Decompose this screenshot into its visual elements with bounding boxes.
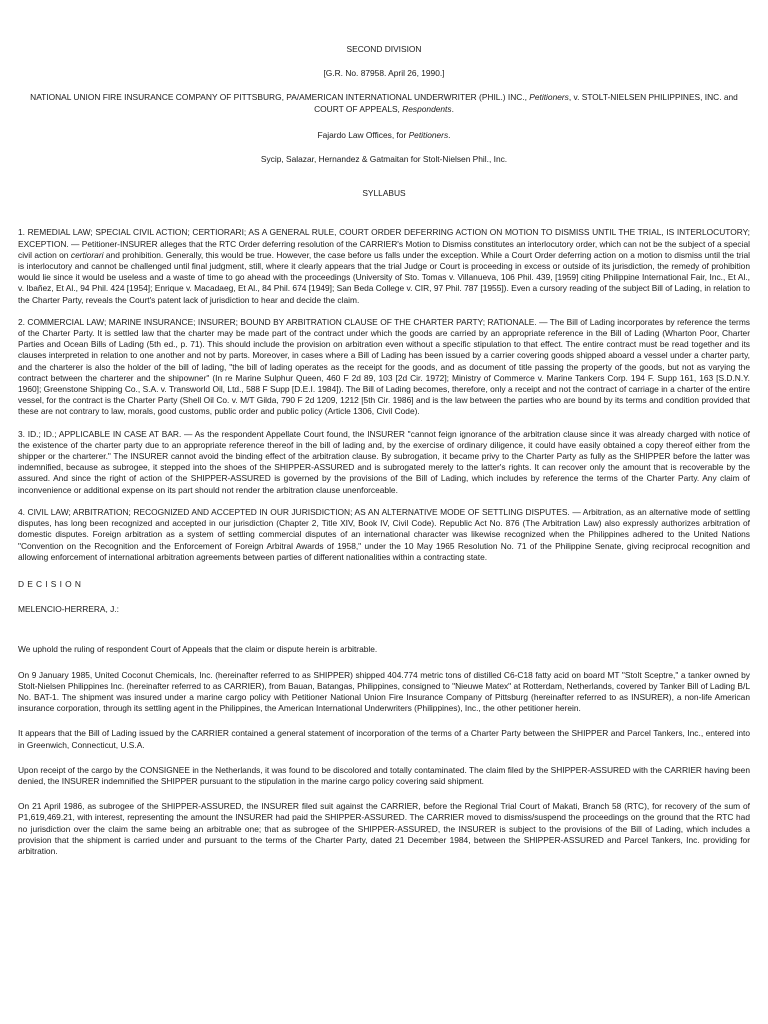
- counsel-respondent: Sycip, Salazar, Hernandez & Gatmaitan for Stolt-Nielsen Phil., Inc.: [260, 154, 508, 165]
- decision-paragraph-2: On 9 January 1985, United Coconut Chemicals, Inc. (hereinafter referred to as SHIPPER) shipped 404.774 metric tons of distilled C6-C18 fatty acid on board MT "Stolt Sceptre," a tanker owned by Stolt-Nielsen Philippines Inc. (hereinafter referred to as CARRIER), from Bauan, Batangas, Philippines, consigned to "Nieuwe Matex" at Rotterdam, Netherlands, covered by Tanker Bill of Lading B/L No. BAT-1. The shipment was insured under a marine cargo policy with Petitioner National Union Fire Insurance Company of Pittsburg (hereinafter referred to as INSURER), a non-life American insurance corporation, through its settling agent in the Philippines, the American International Underwriters (Philippines), Inc., the other petitioner herein.: [18, 669, 750, 714]
- case-number: [G.R. No. 87958. April 26, 1990.]: [323, 68, 445, 79]
- decision-paragraph-1: We uphold the ruling of respondent Court of Appeals that the claim or dispute herein is arbitrable.: [18, 644, 378, 655]
- decision-paragraph-3: It appears that the Bill of Lading issued by the CARRIER contained a general statement of incorporation of the terms of a Charter Party between the SHIPPER and Parcel Tankers, Inc., entered into in Greenwich, Connecticut, U.S.A.: [18, 728, 750, 750]
- syllabus-1-text-b: and prohibition. Generally, this would be true. However, the case before us falls under the exception. While a Court Order deferring action on a motion to dismiss until the trial is interlocutory and cannot be challenged until final judgment, still, where it clearly appears that the trial Judge or Court is proceeding in excess or outside of its jurisdiction, the remedy of prohibition would lie since it would be useless and a waste of time to go ahead with the proceedings (University of Sto. Tomas v. Villanueva, 106 Phil. 439, [1959] citing Philippine International Fair, Inc., Et Al., v. Ibañez, Et Al., 94 Phil. 424 [1954]; Enrique v. Macadaeg, Et Al., 84 Phil. 674 [1949]; San Beda College v. CIR, 97 Phil. 787 [1955]). Even a cursory reading of the subject Bill of Lading, in relation to the Charter Party, reveals the Court's patent lack of jurisdiction to hear and decide the claim.: [18, 249, 750, 305]
- division-heading: SECOND DIVISION: [346, 44, 422, 54]
- counsel-petitioners-end: .: [448, 129, 451, 140]
- ponente: MELENCIO-HERRERA, J.:: [18, 604, 119, 615]
- case-parties: [18, 92, 750, 114]
- parties-text-2: , v. STOLT-NIELSEN PHILIPPINES, INC. and COURT OF APPEALS,: [314, 92, 738, 114]
- parties-end: .: [451, 103, 454, 114]
- decision-paragraph-4: Upon receipt of the cargo by the CONSIGNEE in the Netherlands, it was found to be discolored and totally contaminated. The claim filed by the SHIPPER-ASSURED with the CARRIER having been denied, the INSURER indemnified the SHIPPER pursuant to the stipulation in the marine cargo policy covering said shipment.: [18, 764, 750, 786]
- counsel-petitioners-label: Petitioners: [408, 129, 449, 140]
- syllabus-heading: SYLLABUS: [362, 188, 406, 199]
- syllabus-1-italic: certiorari: [70, 249, 104, 260]
- syllabus-1-text-a: 1. REMEDIAL LAW; SPECIAL CIVIL ACTION; CERTIORARI; AS A GENERAL RULE, COURT ORDER DEFERRING ACTION ON MOTION TO DISMISS UNTIL THE TRIAL, IS INTERLOCUTORY; EXCEPTION. — Petitioner-INSURER alleges that the RTC Order deferring resolution of the CARRIER's Motion to Dismiss constitutes an interlocutory order, which can not be the subject of a special civil action on: [18, 227, 750, 260]
- syllabus-paragraph-4: 4. CIVIL LAW; ARBITRATION; RECOGNIZED AND ACCEPTED IN OUR JURISDICTION; AS AN ALTERNATIVE MODE OF SETTLING DISPUTES. — Arbitration, as an alternative mode of settling disputes, has long been recognized and accepted in our jurisdiction (Chapter 2, Title XIV, Book IV, Civil Code). Republic Act No. 876 (The Arbitration Law) also expressly authorizes arbitration of domestic disputes. Foreign arbitration as a system of settling commercial disputes of an international character was likewise recognized when the Philippines adhered to the United Nations "Convention on the Recognition and the Enforcement of Foreign Arbitral Awards of 1958," under the 10 May 1965 Resolution No. 71 of the Philippine Senate, giving reciprocal recognition and allowing enforcement of international arbitration agreements between parties of different nationalities within a contracting state.: [18, 506, 750, 562]
- parties-text-1: NATIONAL UNION FIRE INSURANCE COMPANY OF PITTSBURG, PA/AMERICAN INTERNATIONAL UNDERWRITER (PHIL.) INC.,: [30, 92, 530, 103]
- syllabus-paragraph-3: 3. ID.; ID.; APPLICABLE IN CASE AT BAR. — As the respondent Appellate Court found, the INSURER "cannot feign ignorance of the arbitration clause since it was already charged with notice of the existence of the charter party due to an appropriate reference thereof in the bill of lading and, by the exercise of ordinary diligence, it could have easily obtained a copy thereof either from the shipper or the charterer." The INSURER cannot avoid the binding effect of the arbitration clause. By subrogation, it became privy to the Charter Party as fully as the SHIPPER before the latter was indemnified, because as subrogee, it stepped into the shoes of the SHIPPER-ASSURED and is subrogated merely to the latter's rights. It can recover only the amount that is recoverable by the assured. And since the right of action of the SHIPPER-ASSURED is governed by the provisions of the Bill of Lading, which includes by reference the terms of the Charter Party. Any claim of inconvenience or additional expense on its part should not render the arbitration clause unenforceable.: [18, 428, 750, 495]
- counsel-petitioners-text: Fajardo Law Offices, for: [317, 129, 409, 140]
- counsel-petitioners: [18, 130, 750, 141]
- respondents-label: Respondents: [402, 103, 452, 114]
- decision-heading: DECISION: [18, 578, 85, 589]
- petitioners-label: Petitioners: [529, 92, 569, 103]
- syllabus-paragraph-1: [18, 227, 750, 305]
- decision-paragraph-5: On 21 April 1986, as subrogee of the SHIPPER-ASSURED, the INSURER filed suit against the CARRIER, before the Regional Trial Court of Makati, Branch 58 (RTC), for recovery of the sum of P1,619,469.21, with interest, representing the amount the INSURER had paid the SHIPPER-ASSURED. The CARRIER moved to dismiss/suspend the proceedings on the ground that the RTC had no jurisdiction over the claim the same being an arbitrable one; that as subrogee of the SHIPPER-ASSURED, the INSURER is subject to the provisions of the Bill of Lading, which includes a provision that the shipment is carried under and pursuant to the terms of the Charter Party, dated 21 December 1984, between the SHIPPER-ASSURED and Parcel Tankers, Inc. providing for arbitration.: [18, 801, 750, 856]
- syllabus-paragraph-2: 2. COMMERCIAL LAW; MARINE INSURANCE; INSURER; BOUND BY ARBITRATION CLAUSE OF THE CHARTER PARTY; RATIONALE. — The Bill of Lading incorporates by reference the terms of the Charter Party. It is settled law that the charter may be made part of the contract under which the goods are carried by an appropriate reference in the Bill of Lading (Wharton Poor, Charter Parties and Ocean Bills of Lading (5th ed., p. 71). This should include the provision on arbitration even without a specific stipulation to that effect. The entire contract must be read together and its clauses interpreted in relation to one another and not by parts. Moreover, in cases where a Bill of Lading has been issued by a carrier covering goods shipped aboard a vessel under a charter party, and the charterer is also the holder of the bill of lading, "the bill of lading operates as the receipt for the goods, and as document of title passing the property of the goods, but not as varying the contract between the charterer and the shipowner" (In re Marine Sulphur Queen, 460 F 2d 89, 103 [2d Cir. 1972]; Ministry of Commerce v. Marine Tankers Corp. 194 F. Supp 161, 163 [S.D.N.Y. 1960]; Greenstone Shipping Co., S.A. v. Transworld Oil, Ltd., 588 F Supp [D.E.I. 1984]). The Bill of Lading becomes, therefore, only a receipt and not the contract of carriage in a charter of the entire vessel, for the contract is the Charter Party (Shell Oil Co. v. M/T Gilda, 790 F 2d 1209, 1212 [5th Cir. 1986] and is the law between the parties who are bound by its terms and condition provided that these are not contrary to law, morals, good customs, public order and public policy (Article 1306, Civil Code).: [18, 316, 750, 417]
